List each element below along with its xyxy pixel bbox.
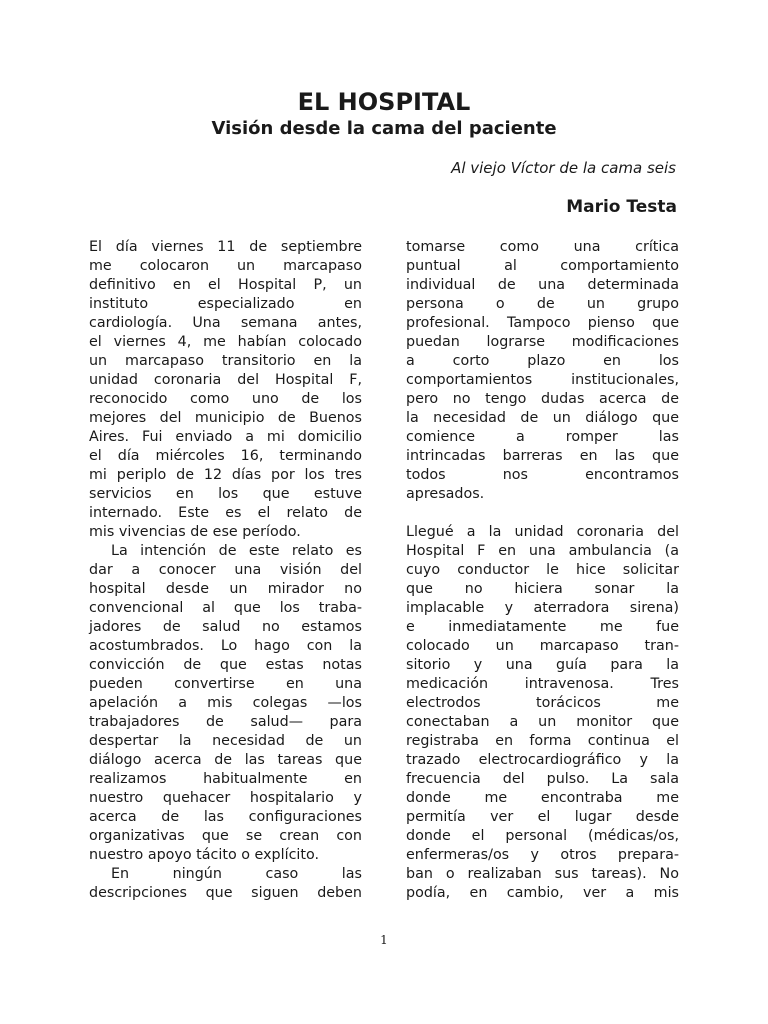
text-line: e inmediatamente me fue (406, 619, 679, 635)
author-name: Mario Testa (566, 197, 677, 217)
text-line: Hospital F en una ambulancia (a (406, 543, 679, 559)
text-line: donde me encontraba me (406, 790, 679, 806)
text-line: convencional al que los traba- (89, 600, 362, 616)
text-line: El día viernes 11 de septiembre (89, 239, 362, 255)
text-line: ban o realizaban sus tareas). No (406, 866, 679, 882)
text-line: cardiología. Una semana antes, (89, 315, 362, 331)
text-line: definitivo en el Hospital P, un (89, 277, 362, 293)
text-line: me colocaron un marcapaso (89, 258, 362, 274)
text-line: dar a conocer una visión del (89, 562, 362, 578)
text-line: a corto plazo en los (406, 353, 679, 369)
text-line: colocado un marcapaso tran- (406, 638, 679, 654)
text-line: el viernes 4, me habían colocado (89, 334, 362, 350)
text-line: frecuencia del pulso. La sala (406, 771, 679, 787)
text-line: profesional. Tampoco pienso que (406, 315, 679, 331)
text-line: todos nos encontramos (406, 467, 679, 483)
document-title: EL HOSPITAL (297, 88, 471, 116)
text-line: nuestro apoyo tácito o explícito. (89, 847, 320, 863)
text-line: cuyo conductor le hice solicitar (406, 562, 679, 578)
text-line: apelación a mis colegas —los (89, 695, 362, 711)
document-subtitle: Visión desde la cama del paciente (211, 118, 557, 139)
paragraph-spacer (406, 504, 679, 523)
text-line: electrodos torácicos me (406, 695, 679, 711)
text-line: individual de una determinada (406, 277, 679, 293)
text-line: descripciones que siguen deben (89, 885, 362, 901)
text-line: mejores del municipio de Buenos (89, 410, 362, 426)
text-line: un marcapaso transitorio en la (89, 353, 362, 369)
text-line: conectaban a un monitor que (406, 714, 679, 730)
text-line: intrincadas barreras en las que (406, 448, 679, 464)
text-line: enfermeras/os y otros prepara- (406, 847, 679, 863)
text-line: donde el personal (médicas/os, (406, 828, 679, 844)
text-line: acostumbrados. Lo hago con la (89, 638, 362, 654)
text-line: persona o de un grupo (406, 296, 679, 312)
left-column (89, 238, 362, 903)
text-line: permitía ver el lugar desde (406, 809, 679, 825)
text-line: puntual al comportamiento (406, 258, 679, 274)
text-line: acerca de las configuraciones (89, 809, 362, 825)
text-line: Llegué a la unidad coronaria del (406, 524, 679, 540)
text-line: comience a romper las (406, 429, 679, 445)
text-line: el día miércoles 16, terminando (89, 448, 362, 464)
text-line: trazado electrocardiográfico y la (406, 752, 679, 768)
text-line: medicación intravenosa. Tres (406, 676, 679, 692)
text-line: servicios en los que estuve (89, 486, 362, 502)
text-line: La intención de este relato es (111, 543, 362, 559)
text-line: sitorio y una guía para la (406, 657, 679, 673)
text-line: registraba en forma continua el (406, 733, 679, 749)
text-line: realizamos habitualmente en (89, 771, 362, 787)
text-line: implacable y aterradora sirena) (406, 600, 679, 616)
text-line: hospital desde un mirador no (89, 581, 362, 597)
text-line: despertar la necesidad de un (89, 733, 362, 749)
page-number: 1 (380, 933, 388, 947)
text-line: trabajadores de salud— para (89, 714, 362, 730)
text-line: Aires. Fui enviado a mi domicilio (89, 429, 362, 445)
text-line: jadores de salud no estamos (89, 619, 362, 635)
text-line: mis vivencias de ese período. (89, 524, 301, 540)
text-line: puedan lograrse modificaciones (406, 334, 679, 350)
text-line: instituto especializado en (89, 296, 362, 312)
right-column (406, 238, 679, 903)
text-line: apresados. (406, 486, 485, 502)
text-line: tomarse como una crítica (406, 239, 679, 255)
text-line: comportamientos institucionales, (406, 372, 679, 388)
text-line: diálogo acerca de las tareas que (89, 752, 362, 768)
text-line: En ningún caso las (111, 866, 362, 882)
text-line: nuestro quehacer hospitalario y (89, 790, 362, 806)
text-line: pueden convertirse en una (89, 676, 362, 692)
text-line: organizativas que se crean con (89, 828, 362, 844)
text-line: mi periplo de 12 días por los tres (89, 467, 362, 483)
text-line: convicción de que estas notas (89, 657, 362, 673)
text-line: pero no tengo dudas acerca de (406, 391, 679, 407)
text-line: la necesidad de un diálogo que (406, 410, 679, 426)
text-line: internado. Este es el relato de (89, 505, 362, 521)
text-line: podía, en cambio, ver a mis (406, 885, 679, 901)
dedication: Al viejo Víctor de la cama seis (451, 159, 676, 177)
text-line: que no hiciera sonar la (406, 581, 679, 597)
text-line: unidad coronaria del Hospital F, (89, 372, 362, 388)
text-line: reconocido como uno de los (89, 391, 362, 407)
